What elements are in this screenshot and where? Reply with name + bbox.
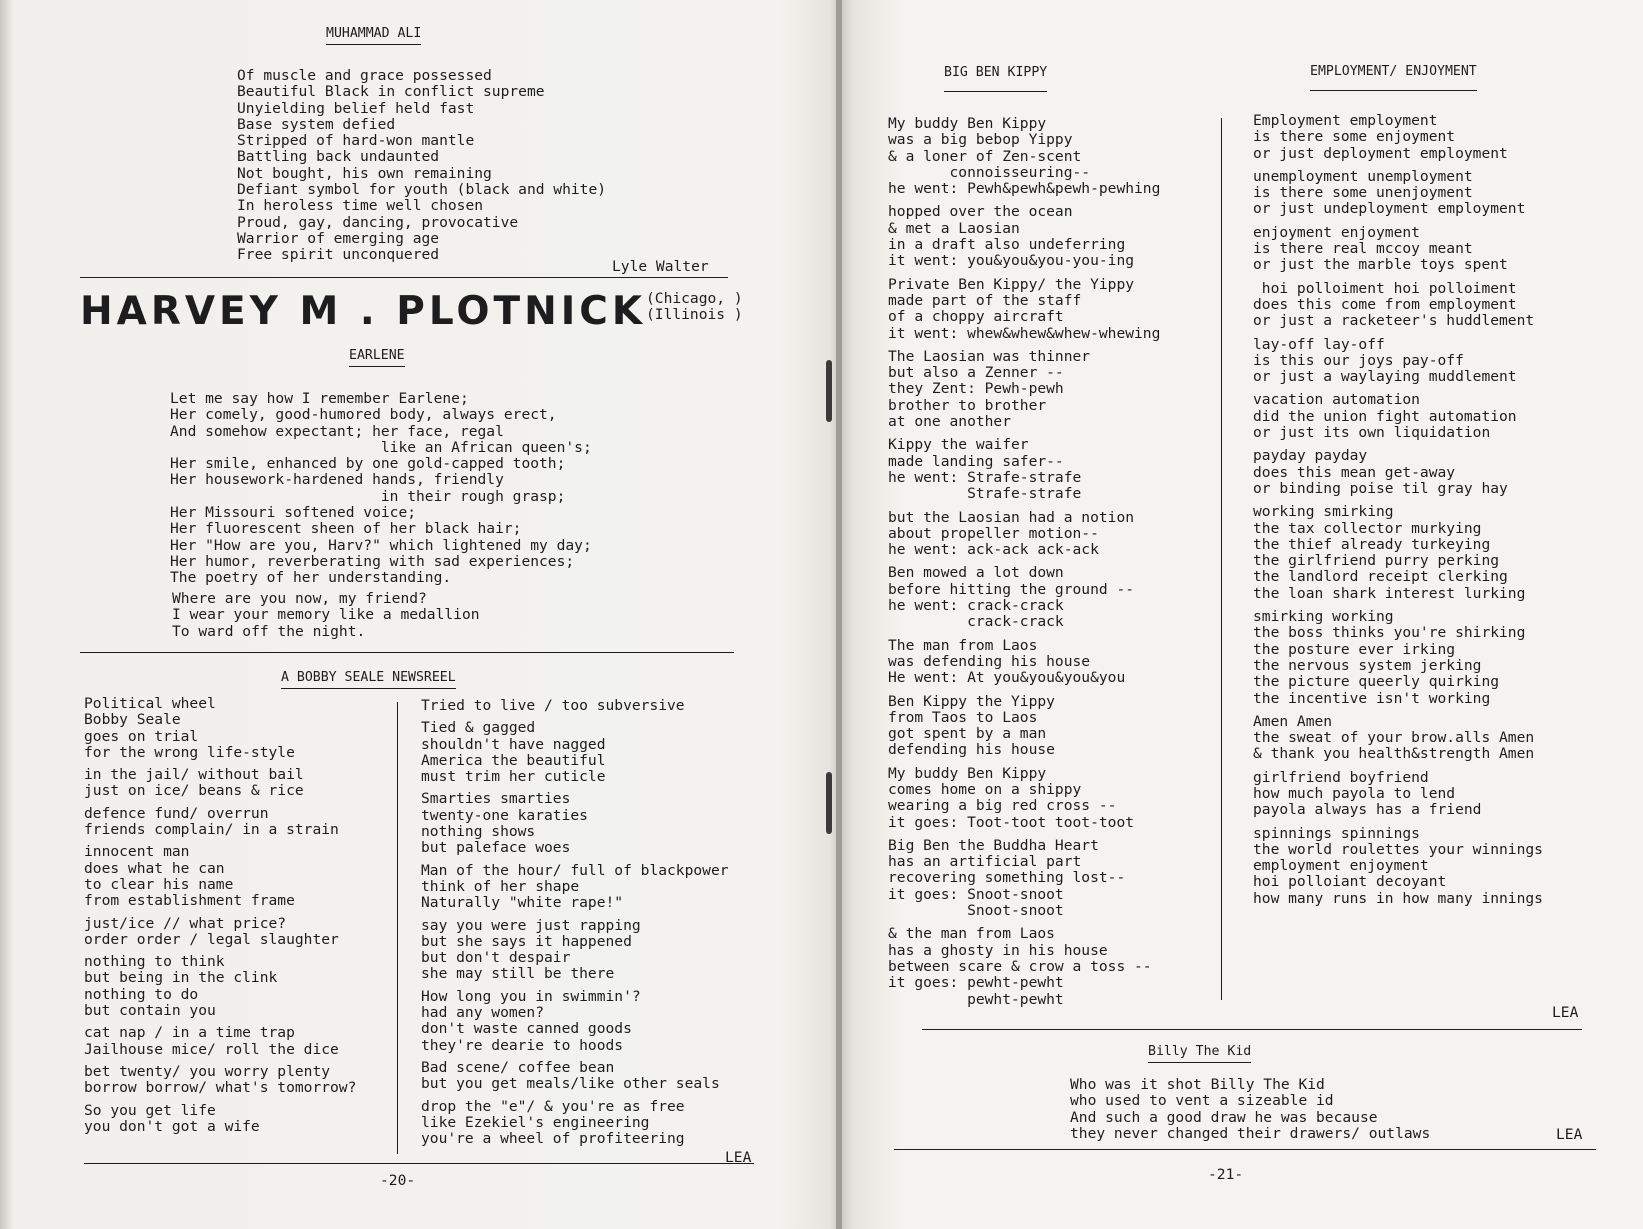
- stanza: [888, 926, 1208, 1007]
- poem-line: but she says it happened: [421, 932, 632, 950]
- poem-line: got spent by a man: [888, 725, 1047, 743]
- poem-line: So you get life: [84, 1101, 216, 1119]
- poem-line: girlfriend boyfriend: [1253, 768, 1429, 786]
- poem-line: order order / legal slaughter: [84, 930, 339, 948]
- poem-line: it goes: Toot-toot toot-toot: [888, 813, 1135, 831]
- poem-line: is there real mccoy meant: [1253, 240, 1473, 258]
- poem-line: Let me say how I remember Earlene;: [170, 390, 469, 407]
- poem-line: is this our joys pay-off: [1253, 351, 1464, 369]
- poem-line: Ben Kippy the Yippy: [888, 692, 1055, 710]
- poem-line: or binding poise til gray hay: [1253, 479, 1508, 497]
- page-number: -21-: [1208, 1166, 1244, 1183]
- stanza: [84, 806, 394, 839]
- poem-line: Bad scene/ coffee bean: [421, 1058, 615, 1076]
- staple: [826, 772, 832, 834]
- poem-line: The Laosian was thinner: [888, 347, 1091, 365]
- stanza: [1253, 504, 1633, 602]
- poem-line: bet twenty/ you worry plenty: [84, 1062, 331, 1080]
- employment-heading: EMPLOYMENT/ ENJOYMENT: [1310, 64, 1477, 91]
- poem-line: in the jail/ without bail: [84, 766, 304, 784]
- poem-line: recovering something lost--: [888, 869, 1126, 887]
- seale-author: LEA: [725, 1149, 752, 1166]
- billy-heading: Billy The Kid: [1148, 1044, 1251, 1063]
- poem-line: & a loner of Zen-scent: [888, 147, 1082, 165]
- poem-line: smirking working: [1253, 608, 1394, 626]
- poem-line: had any women?: [421, 1004, 545, 1022]
- stanza: [84, 844, 394, 909]
- stanza: [1253, 448, 1633, 497]
- poem-line: spinnings spinnings: [1253, 824, 1420, 842]
- poem-line: like Ezekiel's engineering: [421, 1113, 650, 1131]
- stanza: [84, 954, 394, 1019]
- poem-line: he went: Strafe-strafe: [888, 468, 1082, 486]
- stanza: [1253, 169, 1633, 218]
- poem-line: Proud, gay, dancing, provocative: [237, 213, 519, 231]
- divider: [80, 652, 734, 653]
- poem-line: he went: ack-ack ack-ack: [888, 541, 1099, 559]
- poem-line: or just its own liquidation: [1253, 424, 1491, 442]
- ali-poem: [237, 68, 606, 264]
- poem-line: Her comely, good-humored body, always erect,: [170, 406, 557, 424]
- poem-line: for the wrong life-style: [84, 743, 295, 761]
- stanza: [421, 720, 781, 785]
- poem-line: must trim her cuticle: [421, 768, 606, 786]
- poem-line: hoi polloiment hoi polloiment: [1253, 279, 1517, 297]
- poem-line: Man of the hour/ full of blackpower: [421, 861, 729, 879]
- stanza: [421, 989, 781, 1054]
- stanza: [888, 766, 1208, 831]
- poem-line: lay-off lay-off: [1253, 335, 1385, 353]
- poem-line: or just the marble toys spent: [1253, 256, 1508, 274]
- poem-line: borrow borrow/ what's tomorrow?: [84, 1079, 357, 1097]
- employment-author: LEA: [1552, 1004, 1579, 1021]
- poem-line: defence fund/ overrun: [84, 804, 269, 822]
- poem-line: America the beautiful: [421, 751, 606, 769]
- poem-line: twenty-one karaties: [421, 806, 588, 824]
- poem-line: crack-crack: [888, 613, 1064, 631]
- stanza: [1253, 714, 1633, 763]
- poem-line: but contain you: [84, 1002, 216, 1020]
- poem-line: And somehow expectant; her face, regal: [170, 422, 504, 440]
- poem-line: Bobby Seale: [84, 711, 181, 729]
- stanza: [1253, 770, 1633, 819]
- poem-line: Her humor, reverberating with sad experiences;: [170, 552, 575, 570]
- poem-line: hopped over the ocean: [888, 203, 1073, 221]
- poem-line: made part of the staff: [888, 291, 1082, 309]
- employment-poem: [1253, 113, 1633, 914]
- poem-line: or just a waylaying muddlement: [1253, 368, 1517, 386]
- poem-line: or just undeployment employment: [1253, 200, 1526, 218]
- poem-line: & met a Laosian: [888, 219, 1020, 237]
- poem-line: Battling back undaunted: [237, 148, 440, 166]
- poem-line: just on ice/ beans & rice: [84, 782, 304, 800]
- poem-line: she may still be there: [421, 965, 615, 983]
- poem-line: Where are you now, my friend?: [172, 590, 427, 607]
- poem-line: the thief already turkeying: [1253, 535, 1491, 553]
- seale-column-1: [84, 696, 394, 1141]
- poem-line: Her "How are you, Harv?" which lightened my day;: [170, 536, 592, 554]
- stanza: [1253, 225, 1633, 274]
- poem-line: brother to brother: [888, 396, 1047, 414]
- poem-line: innocent man: [84, 843, 190, 861]
- stanza: [888, 437, 1208, 502]
- poem-line: payday payday: [1253, 447, 1368, 465]
- stanza: [1253, 113, 1633, 162]
- poem-line: in a draft also undeferring: [888, 236, 1126, 254]
- poem-line: Big Ben the Buddha Heart: [888, 836, 1099, 854]
- poem-line: Political wheel: [84, 695, 216, 712]
- poem-line: goes on trial: [84, 727, 199, 745]
- poem-line: made landing safer--: [888, 452, 1064, 470]
- stanza: [84, 696, 394, 761]
- poem-line: just/ice // what price?: [84, 914, 287, 932]
- poem-line: the landlord receipt clerking: [1253, 568, 1508, 586]
- poem-line: does this mean get-away: [1253, 463, 1456, 481]
- poet-name: HARVEY M . PLOTNICK: [80, 289, 647, 334]
- stanza: [1253, 337, 1633, 386]
- poem-line: payola always has a friend: [1253, 801, 1482, 819]
- stanza: [888, 694, 1208, 759]
- poem-line: He went: At you&you&you&you: [888, 669, 1126, 687]
- poem-line: Free spirit unconquered: [237, 246, 440, 264]
- divider: [922, 1029, 1582, 1030]
- poem-line: Defiant symbol for youth (black and white): [237, 181, 607, 199]
- poem-line: they're dearie to hoods: [421, 1036, 624, 1054]
- stanza: [421, 1099, 781, 1148]
- poem-line: Naturally "white rape!": [421, 894, 624, 912]
- stanza: [421, 863, 781, 912]
- poem-line: say you were just rapping: [421, 916, 641, 934]
- stanza: [1253, 826, 1633, 907]
- poem-line: vacation automation: [1253, 391, 1420, 409]
- poem-line: hoi polloiant decoyant: [1253, 873, 1447, 891]
- column-divider: [397, 702, 398, 1154]
- poem-line: you don't got a wife: [84, 1117, 260, 1135]
- poem-line: to clear his name: [84, 875, 234, 893]
- poem-line: like an African queen's;: [170, 438, 592, 456]
- seale-heading: A BOBBY SEALE NEWSREEL: [281, 670, 456, 689]
- poem-line: In heroless time well chosen: [237, 197, 484, 215]
- poem-line: of a choppy aircraft: [888, 308, 1064, 326]
- poem-line: Employment employment: [1253, 112, 1438, 129]
- poem-line: I wear your memory like a medallion: [172, 606, 480, 624]
- poem-line: the nervous system jerking: [1253, 656, 1482, 674]
- poem-line: Warrior of emerging age: [237, 229, 440, 247]
- poem-line: Amen Amen: [1253, 712, 1333, 730]
- ali-heading: MUHAMMAD ALI: [326, 26, 421, 45]
- poem-line: working smirking: [1253, 503, 1394, 521]
- poem-line: My buddy Ben Kippy: [888, 115, 1047, 132]
- earlene-poem-end: [172, 591, 480, 640]
- poem-line: from Taos to Laos: [888, 708, 1038, 726]
- poem-line: you're a wheel of profiteering: [421, 1130, 685, 1148]
- earlene-poem: [170, 391, 592, 587]
- poem-line: from establishment frame: [84, 892, 295, 910]
- poem-line: but you get meals/like other seals: [421, 1075, 720, 1093]
- poem-line: they never changed their drawers/ outlaws: [1070, 1124, 1431, 1142]
- poem-line: who used to vent a sizeable id: [1070, 1092, 1334, 1110]
- poem-line: did the union fight automation: [1253, 407, 1517, 425]
- poem-line: & the man from Laos: [888, 925, 1055, 943]
- stanza: [888, 116, 1208, 197]
- poem-line: My buddy Ben Kippy: [888, 764, 1047, 782]
- stanza: [888, 349, 1208, 430]
- poem-line: how much payola to lend: [1253, 784, 1456, 802]
- poem-line: before hitting the ground --: [888, 580, 1135, 598]
- poem-line: it went: whew&whew&whew-whewing: [888, 324, 1161, 342]
- poem-line: between scare & crow a toss --: [888, 957, 1152, 975]
- stanza: [421, 698, 781, 714]
- poem-line: And such a good draw he was because: [1070, 1108, 1378, 1126]
- poem-line: Base system defied: [237, 115, 396, 133]
- poem-line: wearing a big red cross --: [888, 797, 1117, 815]
- poem-line: Snoot-snoot: [888, 902, 1064, 920]
- poem-line: Strafe-strafe: [888, 485, 1082, 503]
- poem-line: is there some enjoyment: [1253, 128, 1456, 146]
- poem-line: Who was it shot Billy The Kid: [1070, 1076, 1325, 1093]
- poem-line: don't waste canned goods: [421, 1020, 632, 1038]
- poem-line: does what he can: [84, 859, 225, 877]
- poem-line: Tied & gagged: [421, 719, 536, 737]
- poem-line: but don't despair: [421, 949, 571, 967]
- poem-line: Unyielding belief held fast: [237, 99, 475, 117]
- poem-line: the loan shark interest lurking: [1253, 584, 1526, 602]
- poem-line: at one another: [888, 413, 1012, 431]
- stanza: [84, 767, 394, 800]
- stanza: [888, 638, 1208, 687]
- divider: [894, 1149, 1596, 1150]
- divider: [84, 1163, 754, 1164]
- poem-line: the girlfriend purry perking: [1253, 552, 1500, 570]
- poem-line: but the Laosian had a notion: [888, 508, 1135, 526]
- poem-line: it goes: Snoot-snoot: [888, 885, 1064, 903]
- stanza: [1253, 281, 1633, 330]
- billy-author: LEA: [1556, 1126, 1583, 1143]
- column-divider: [1221, 118, 1222, 1000]
- poem-line: but also a Zenner --: [888, 364, 1064, 382]
- poem-line: about propeller motion--: [888, 524, 1099, 542]
- poem-line: & thank you health&strength Amen: [1253, 745, 1535, 763]
- poem-line: Jailhouse mice/ roll the dice: [84, 1040, 339, 1058]
- poem-line: has an artificial part: [888, 853, 1082, 871]
- stanza: [421, 1060, 781, 1093]
- poem-line: the posture ever irking: [1253, 640, 1456, 658]
- poem-line: pewht-pewht: [888, 990, 1064, 1008]
- poem-line: it went: you&you&you-you-ing: [888, 252, 1135, 270]
- poem-line: does this come from employment: [1253, 295, 1517, 313]
- stanza: [888, 204, 1208, 269]
- right-page: [842, 0, 1643, 1229]
- poem-line: the incentive isn't working: [1253, 689, 1491, 707]
- poem-line: The poetry of her understanding.: [170, 569, 452, 587]
- poem-line: nothing shows: [421, 823, 536, 841]
- poem-line: How long you in swimmin'?: [421, 987, 641, 1005]
- poem-line: he went: crack-crack: [888, 597, 1064, 615]
- poem-line: it goes: pewht-pewht: [888, 974, 1064, 992]
- poem-line: Beautiful Black in conflict supreme: [237, 83, 545, 101]
- poem-line: Private Ben Kippy/ the Yippy: [888, 275, 1135, 293]
- poem-line: the picture queerly quirking: [1253, 673, 1500, 691]
- poem-line: defending his house: [888, 741, 1055, 759]
- stanza: [84, 916, 394, 949]
- poem-line: the world roulettes your winnings: [1253, 840, 1543, 858]
- poem-line: think of her shape: [421, 877, 580, 895]
- poem-line: nothing to do: [84, 985, 199, 1003]
- poem-line: but paleface woes: [421, 839, 571, 857]
- poem-line: The man from Laos: [888, 636, 1038, 654]
- page-number: -20-: [380, 1172, 416, 1189]
- poem-line: he went: Pewh&pewh&pewh-pewhing: [888, 180, 1161, 198]
- poem-line: Kippy the waifer: [888, 436, 1029, 454]
- poem-line: unemployment unemployment: [1253, 167, 1473, 185]
- poem-line: enjoyment enjoyment: [1253, 223, 1420, 241]
- poem-line: how many runs in how many innings: [1253, 889, 1543, 907]
- poem-line: Ben mowed a lot down: [888, 564, 1064, 582]
- poem-line: comes home on a shippy: [888, 780, 1082, 798]
- poem-line: Her fluorescent sheen of her black hair;: [170, 520, 522, 538]
- poem-line: the sweat of your brow.alls Amen: [1253, 729, 1535, 747]
- stanza: [888, 565, 1208, 630]
- poem-line: or just deployment employment: [1253, 144, 1508, 162]
- poem-line: drop the "e"/ & you're as free: [421, 1097, 685, 1115]
- stanza: [888, 838, 1208, 919]
- poet-city: (Chicago, ): [646, 290, 743, 307]
- seale-column-2: [421, 698, 781, 1153]
- stanza: [84, 1103, 394, 1136]
- poem-line: Not bought, his own remaining: [237, 164, 492, 182]
- earlene-heading: EARLENE: [349, 348, 405, 367]
- billy-poem: [1070, 1077, 1430, 1142]
- poem-line: the boss thinks you're shirking: [1253, 624, 1526, 642]
- stanza: [888, 510, 1208, 559]
- poem-line: was defending his house: [888, 652, 1091, 670]
- poem-line: in their rough grasp;: [170, 487, 566, 505]
- stanza: [421, 918, 781, 983]
- divider: [80, 277, 728, 278]
- poem-line: but being in the clink: [84, 969, 278, 987]
- poem-line: Smarties smarties: [421, 790, 571, 808]
- poem-line: To ward off the night.: [172, 622, 366, 640]
- stanza: [421, 791, 781, 856]
- poem-line: Of muscle and grace possessed: [237, 67, 492, 84]
- poem-line: cat nap / in a time trap: [84, 1024, 295, 1042]
- kippy-heading: BIG BEN KIPPY: [944, 65, 1047, 92]
- poem-line: they Zent: Pewh-pewh: [888, 380, 1064, 398]
- poem-line: Her housework-hardened hands, friendly: [170, 471, 504, 489]
- poem-line: Her Missouri softened voice;: [170, 504, 417, 522]
- poem-line: shouldn't have nagged: [421, 735, 606, 753]
- poem-line: Stripped of hard-won mantle: [237, 132, 475, 150]
- ali-author: Lyle Walter: [612, 258, 709, 275]
- stanza: [1253, 392, 1633, 441]
- stanza: [888, 277, 1208, 342]
- poem-line: Tried to live / too subversive: [421, 697, 685, 714]
- poem-line: Her smile, enhanced by one gold-capped tooth;: [170, 455, 566, 473]
- staple: [826, 360, 832, 422]
- poem-line: the tax collector murkying: [1253, 519, 1482, 537]
- kippy-poem: [888, 116, 1208, 1015]
- poem-line: nothing to think: [84, 953, 225, 971]
- poem-line: friends complain/ in a strain: [84, 821, 339, 839]
- stanza: [84, 1025, 394, 1058]
- poet-state: (Illinois ): [646, 306, 743, 323]
- poem-line: employment enjoyment: [1253, 857, 1429, 875]
- poem-line: is there some unenjoyment: [1253, 184, 1473, 202]
- stanza: [84, 1064, 394, 1097]
- poem-line: connoisseuring--: [888, 163, 1091, 181]
- poem-line: has a ghosty in his house: [888, 941, 1108, 959]
- poem-line: was a big bebop Yippy: [888, 131, 1073, 149]
- stanza: [1253, 609, 1633, 707]
- poem-line: or just a racketeer's huddlement: [1253, 312, 1535, 330]
